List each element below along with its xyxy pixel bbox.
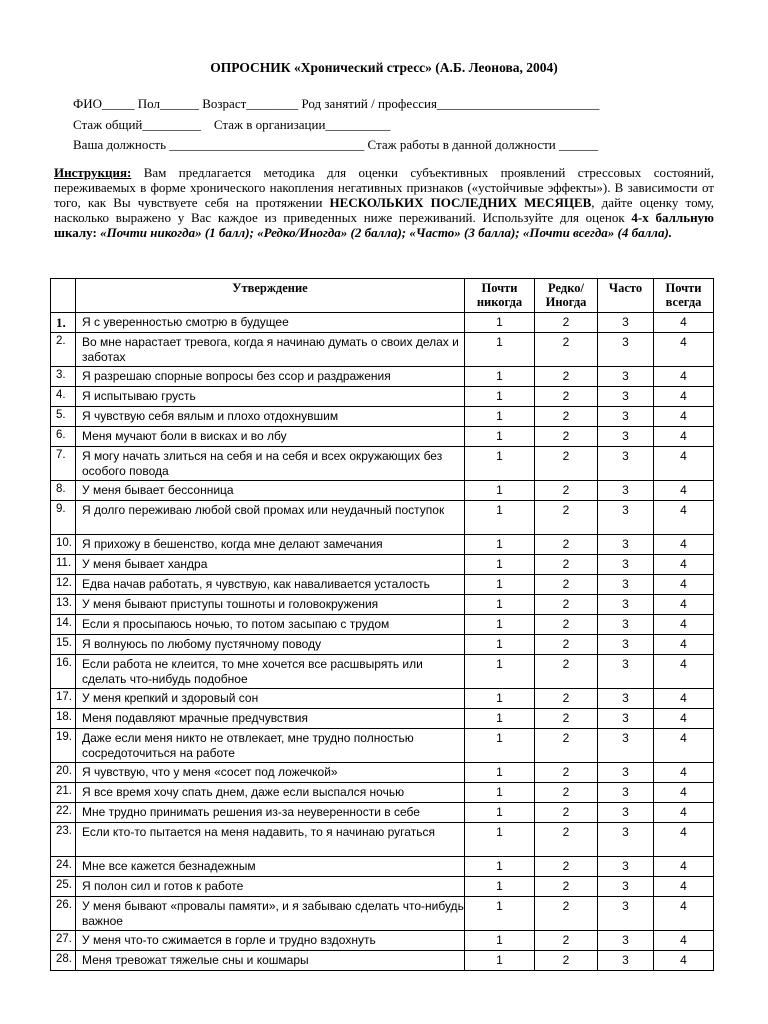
table-row — [51, 951, 714, 971]
statement-text: Мне все кажется безнадежным — [76, 857, 465, 877]
row-number: 2. — [51, 333, 76, 367]
score-option-rarely-sometimes[interactable]: 2 — [535, 407, 598, 427]
score-option-almost-always[interactable]: 4 — [654, 575, 714, 595]
score-option-often[interactable]: 3 — [598, 333, 654, 367]
score-option-almost-never[interactable]: 1 — [465, 615, 535, 635]
score-option-almost-always[interactable]: 4 — [654, 387, 714, 407]
table-row — [51, 367, 714, 387]
score-option-often[interactable]: 3 — [598, 783, 654, 803]
statement-text: Я испытываю грусть — [76, 387, 465, 407]
score-option-almost-always[interactable]: 4 — [654, 857, 714, 877]
score-option-almost-never[interactable]: 1 — [465, 333, 535, 367]
table-row — [51, 729, 714, 763]
row-number: 26. — [51, 897, 76, 931]
score-option-almost-never[interactable]: 1 — [465, 595, 535, 615]
score-option-often[interactable]: 3 — [598, 387, 654, 407]
statement-text: Меня подавляют мрачные предчувствия — [76, 709, 465, 729]
table-body — [51, 313, 714, 971]
score-option-almost-always[interactable]: 4 — [654, 897, 714, 931]
row-number: 8. — [51, 481, 76, 501]
score-option-almost-never[interactable]: 1 — [465, 555, 535, 575]
score-option-almost-always[interactable]: 4 — [654, 501, 714, 535]
header-almost-never: Почти никогда — [465, 279, 535, 313]
row-number: 23. — [51, 823, 76, 857]
score-option-almost-never[interactable]: 1 — [465, 689, 535, 709]
score-option-often[interactable]: 3 — [598, 897, 654, 931]
row-number: 17. — [51, 689, 76, 709]
score-option-almost-always[interactable]: 4 — [654, 655, 714, 689]
score-option-rarely-sometimes[interactable]: 2 — [535, 803, 598, 823]
score-option-often[interactable]: 3 — [598, 823, 654, 857]
score-option-rarely-sometimes[interactable]: 2 — [535, 763, 598, 783]
score-option-rarely-sometimes[interactable]: 2 — [535, 857, 598, 877]
row-number: 14. — [51, 615, 76, 635]
score-option-almost-always[interactable]: 4 — [654, 615, 714, 635]
header-often: Часто — [598, 279, 654, 313]
score-option-almost-always[interactable]: 4 — [654, 689, 714, 709]
table-row — [51, 407, 714, 427]
score-option-rarely-sometimes[interactable]: 2 — [535, 877, 598, 897]
score-option-almost-never[interactable]: 1 — [465, 931, 535, 951]
instruction-paragraph — [54, 166, 714, 241]
statement-text: Я полон сил и готов к работе — [76, 877, 465, 897]
statement-text: У меня бывает хандра — [76, 555, 465, 575]
row-number: 15. — [51, 635, 76, 655]
statement-text: У меня что-то сжимается в горле и трудно вздохнуть — [76, 931, 465, 951]
score-option-rarely-sometimes[interactable]: 2 — [535, 655, 598, 689]
score-option-rarely-sometimes[interactable]: 2 — [535, 313, 598, 333]
score-option-almost-never[interactable]: 1 — [465, 655, 535, 689]
row-number: 18. — [51, 709, 76, 729]
table-row — [51, 447, 714, 481]
row-number: 21. — [51, 783, 76, 803]
score-option-almost-never[interactable]: 1 — [465, 803, 535, 823]
score-option-often[interactable]: 3 — [598, 951, 654, 971]
instruction-text-2: , дайте оценку тому, насколько выражено у Вас каждое из приведенных ниже переживаний. Используйте для оценок — [54, 194, 714, 225]
header-rarely-sometimes: Редко/ Иногда — [535, 279, 598, 313]
row-number: 12. — [51, 575, 76, 595]
score-option-rarely-sometimes[interactable]: 2 — [535, 635, 598, 655]
statement-text: Я могу начать злиться на себя и на себя и всех окружающих без особого повода — [76, 447, 465, 481]
score-option-rarely-sometimes[interactable]: 2 — [535, 595, 598, 615]
score-option-almost-never[interactable]: 1 — [465, 729, 535, 763]
row-number: 22. — [51, 803, 76, 823]
header-statement: Утверждение — [76, 279, 465, 313]
table-row — [51, 481, 714, 501]
score-option-almost-always[interactable]: 4 — [654, 555, 714, 575]
score-option-rarely-sometimes[interactable]: 2 — [535, 709, 598, 729]
score-option-rarely-sometimes[interactable]: 2 — [535, 615, 598, 635]
row-number: 6. — [51, 427, 76, 447]
score-option-almost-always[interactable]: 4 — [654, 447, 714, 481]
statement-text: Я все время хочу спать днем, даже если выспался ночью — [76, 783, 465, 803]
statement-text: Меня тревожат тяжелые сны и кошмары — [76, 951, 465, 971]
score-option-often[interactable]: 3 — [598, 729, 654, 763]
score-option-often[interactable]: 3 — [598, 407, 654, 427]
score-option-rarely-sometimes[interactable]: 2 — [535, 387, 598, 407]
row-number: 7. — [51, 447, 76, 481]
score-option-rarely-sometimes[interactable]: 2 — [535, 535, 598, 555]
score-option-often[interactable]: 3 — [598, 763, 654, 783]
score-option-often[interactable]: 3 — [598, 313, 654, 333]
score-option-often[interactable]: 3 — [598, 877, 654, 897]
score-option-almost-always[interactable]: 4 — [654, 763, 714, 783]
score-option-rarely-sometimes[interactable]: 2 — [535, 931, 598, 951]
score-option-rarely-sometimes[interactable]: 2 — [535, 447, 598, 481]
score-option-often[interactable]: 3 — [598, 857, 654, 877]
instruction-text-1: Вам предлагается методика для оценки субъективных проявлений стрессовых состояний, переживаемых в форме хронического накопления негативных признаков («устойчивые эффекты»). В зависимости от того, как Вы чувствуете себя на протяжении — [54, 165, 714, 210]
row-number: 28. — [51, 951, 76, 971]
statement-text: У меня крепкий и здоровый сон — [76, 689, 465, 709]
score-option-rarely-sometimes[interactable]: 2 — [535, 427, 598, 447]
score-option-almost-always[interactable]: 4 — [654, 313, 714, 333]
row-number: 9. — [51, 501, 76, 535]
table-row — [51, 595, 714, 615]
statement-text: У меня бывают «провалы памяти», и я забываю сделать что-нибудь важное — [76, 897, 465, 931]
score-option-almost-never[interactable]: 1 — [465, 877, 535, 897]
score-option-rarely-sometimes[interactable]: 2 — [535, 823, 598, 857]
score-option-almost-always[interactable]: 4 — [654, 407, 714, 427]
score-option-often[interactable]: 3 — [598, 803, 654, 823]
score-option-rarely-sometimes[interactable]: 2 — [535, 783, 598, 803]
table-row — [51, 709, 714, 729]
score-option-rarely-sometimes[interactable]: 2 — [535, 481, 598, 501]
row-number: 3. — [51, 367, 76, 387]
statement-text: У меня бывает бессонница — [76, 481, 465, 501]
row-number: 10. — [51, 535, 76, 555]
score-option-almost-always[interactable]: 4 — [654, 635, 714, 655]
row-number: 19. — [51, 729, 76, 763]
score-option-rarely-sometimes[interactable]: 2 — [535, 333, 598, 367]
statement-text: Я прихожу в бешенство, когда мне делают замечания — [76, 535, 465, 555]
score-option-almost-never[interactable]: 1 — [465, 501, 535, 535]
score-option-almost-never[interactable]: 1 — [465, 783, 535, 803]
table-row — [51, 333, 714, 367]
table-row — [51, 635, 714, 655]
score-option-almost-always[interactable]: 4 — [654, 877, 714, 897]
table-row — [51, 387, 714, 407]
statement-text: Даже если меня никто не отвлекает, мне трудно полностью сосредоточиться на работе — [76, 729, 465, 763]
score-option-almost-always[interactable]: 4 — [654, 595, 714, 615]
score-option-almost-always[interactable]: 4 — [654, 951, 714, 971]
statement-text: Я чувствую, что у меня «сосет под ложечкой» — [76, 763, 465, 783]
score-option-almost-never[interactable]: 1 — [465, 635, 535, 655]
score-option-often[interactable]: 3 — [598, 447, 654, 481]
table-row — [51, 655, 714, 689]
score-option-almost-always[interactable]: 4 — [654, 481, 714, 501]
score-option-almost-never[interactable]: 1 — [465, 447, 535, 481]
table-row — [51, 857, 714, 877]
personal-info-line-3: Ваша должность ______________________________ Стаж работы в данной должности ______ — [73, 137, 599, 152]
table-row — [51, 535, 714, 555]
table-row — [51, 555, 714, 575]
table-row — [51, 689, 714, 709]
table-row — [51, 897, 714, 931]
instruction-emphasis-period: НЕСКОЛЬКИХ ПОСЛЕДНИХ МЕСЯЦЕВ — [329, 194, 592, 210]
page-title: ОПРОСНИК «Хронический стресс» (А.Б. Леонова, 2004) — [210, 60, 558, 75]
statement-text: Во мне нарастает тревога, когда я начинаю думать о своих делах и заботах — [76, 333, 465, 367]
header-number — [51, 279, 76, 313]
score-option-almost-never[interactable]: 1 — [465, 763, 535, 783]
statement-text: Я чувствую себя вялым и плохо отдохнувшим — [76, 407, 465, 427]
score-option-often[interactable]: 3 — [598, 931, 654, 951]
score-option-often[interactable]: 3 — [598, 709, 654, 729]
row-number: 4. — [51, 387, 76, 407]
row-number: 27. — [51, 931, 76, 951]
statement-text: Я волнуюсь по любому пустячному поводу — [76, 635, 465, 655]
score-option-almost-never[interactable]: 1 — [465, 857, 535, 877]
score-option-often[interactable]: 3 — [598, 501, 654, 535]
table-row — [51, 803, 714, 823]
score-option-often[interactable]: 3 — [598, 595, 654, 615]
score-option-almost-always[interactable]: 4 — [654, 367, 714, 387]
table-row — [51, 501, 714, 535]
table-row — [51, 823, 714, 857]
score-option-often[interactable]: 3 — [598, 555, 654, 575]
personal-info-line-2: Стаж общий_________ Стаж в организации__________ — [73, 117, 391, 132]
statement-text: У меня бывают приступы тошноты и головокружения — [76, 595, 465, 615]
score-option-rarely-sometimes[interactable]: 2 — [535, 555, 598, 575]
statement-text: Я с уверенностью смотрю в будущее — [76, 313, 465, 333]
table-row — [51, 615, 714, 635]
score-option-often[interactable]: 3 — [598, 635, 654, 655]
instruction-label: Инструкция: — [54, 165, 132, 180]
table-row — [51, 763, 714, 783]
score-option-rarely-sometimes[interactable]: 2 — [535, 501, 598, 535]
score-option-almost-always[interactable]: 4 — [654, 333, 714, 367]
score-option-almost-always[interactable]: 4 — [654, 709, 714, 729]
personal-info-line-1: ФИО_____ Пол______ Возраст________ Род занятий / профессия_________________________ — [73, 96, 600, 111]
instruction-emphasis-scale: 4-х балльную шкалу: — [54, 209, 714, 240]
score-option-rarely-sometimes[interactable]: 2 — [535, 575, 598, 595]
score-option-almost-always[interactable]: 4 — [654, 427, 714, 447]
score-option-almost-never[interactable]: 1 — [465, 535, 535, 555]
score-option-rarely-sometimes[interactable]: 2 — [535, 951, 598, 971]
table-row — [51, 783, 714, 803]
statement-text: Я долго переживаю любой свой промах или неудачный поступок — [76, 501, 465, 535]
score-option-often[interactable]: 3 — [598, 575, 654, 595]
score-option-almost-never[interactable]: 1 — [465, 367, 535, 387]
score-option-rarely-sometimes[interactable]: 2 — [535, 729, 598, 763]
statement-text: Если работа не клеится, то мне хочется все расшвырять или сделать что-нибудь подобное — [76, 655, 465, 689]
row-number: 11. — [51, 555, 76, 575]
statement-text: Едва начав работать, я чувствую, как наваливается усталость — [76, 575, 465, 595]
score-option-rarely-sometimes[interactable]: 2 — [535, 367, 598, 387]
score-option-almost-always[interactable]: 4 — [654, 931, 714, 951]
score-option-almost-never[interactable]: 1 — [465, 481, 535, 501]
score-option-almost-never[interactable]: 1 — [465, 575, 535, 595]
score-option-almost-never[interactable]: 1 — [465, 951, 535, 971]
row-number: 5. — [51, 407, 76, 427]
statement-text: Я разрешаю спорные вопросы без ссор и раздражения — [76, 367, 465, 387]
row-number: 24. — [51, 857, 76, 877]
score-option-almost-always[interactable]: 4 — [654, 729, 714, 763]
score-option-often[interactable]: 3 — [598, 615, 654, 635]
score-option-almost-never[interactable]: 1 — [465, 313, 535, 333]
questionnaire-table — [50, 278, 714, 971]
score-option-often[interactable]: 3 — [598, 655, 654, 689]
score-option-almost-always[interactable]: 4 — [654, 823, 714, 857]
score-option-rarely-sometimes[interactable]: 2 — [535, 897, 598, 931]
table-row — [51, 877, 714, 897]
score-option-almost-never[interactable]: 1 — [465, 387, 535, 407]
score-option-almost-never[interactable]: 1 — [465, 427, 535, 447]
row-number: 1. — [51, 313, 76, 333]
row-number: 16. — [51, 655, 76, 689]
table-row — [51, 313, 714, 333]
score-option-often[interactable]: 3 — [598, 689, 654, 709]
row-number: 20. — [51, 763, 76, 783]
table-row — [51, 931, 714, 951]
row-number: 13. — [51, 595, 76, 615]
header-almost-always: Почти всегда — [654, 279, 714, 313]
statement-text: Если кто-то пытается на меня надавить, то я начинаю ругаться — [76, 823, 465, 857]
statement-text: Меня мучают боли в висках и во лбу — [76, 427, 465, 447]
score-option-almost-never[interactable]: 1 — [465, 709, 535, 729]
score-option-almost-always[interactable]: 4 — [654, 783, 714, 803]
score-option-almost-always[interactable]: 4 — [654, 803, 714, 823]
score-option-almost-never[interactable]: 1 — [465, 897, 535, 931]
statement-text: Если я просыпаюсь ночью, то потом засыпаю с трудом — [76, 615, 465, 635]
score-option-rarely-sometimes[interactable]: 2 — [535, 689, 598, 709]
table-row — [51, 427, 714, 447]
row-number: 25. — [51, 877, 76, 897]
table-header-row — [51, 279, 714, 313]
instruction-scale-description: «Почти никогда» (1 балл); «Редко/Иногда» (2 балла); «Часто» (3 балла); «Почти всегда» (4 балла). — [96, 224, 673, 240]
statement-text: Мне трудно принимать решения из-за неуверенности в себе — [76, 803, 465, 823]
score-option-almost-never[interactable]: 1 — [465, 823, 535, 857]
score-option-often[interactable]: 3 — [598, 535, 654, 555]
table-row — [51, 575, 714, 595]
score-option-almost-always[interactable]: 4 — [654, 535, 714, 555]
score-option-often[interactable]: 3 — [598, 481, 654, 501]
score-option-often[interactable]: 3 — [598, 427, 654, 447]
score-option-almost-never[interactable]: 1 — [465, 407, 535, 427]
score-option-often[interactable]: 3 — [598, 367, 654, 387]
